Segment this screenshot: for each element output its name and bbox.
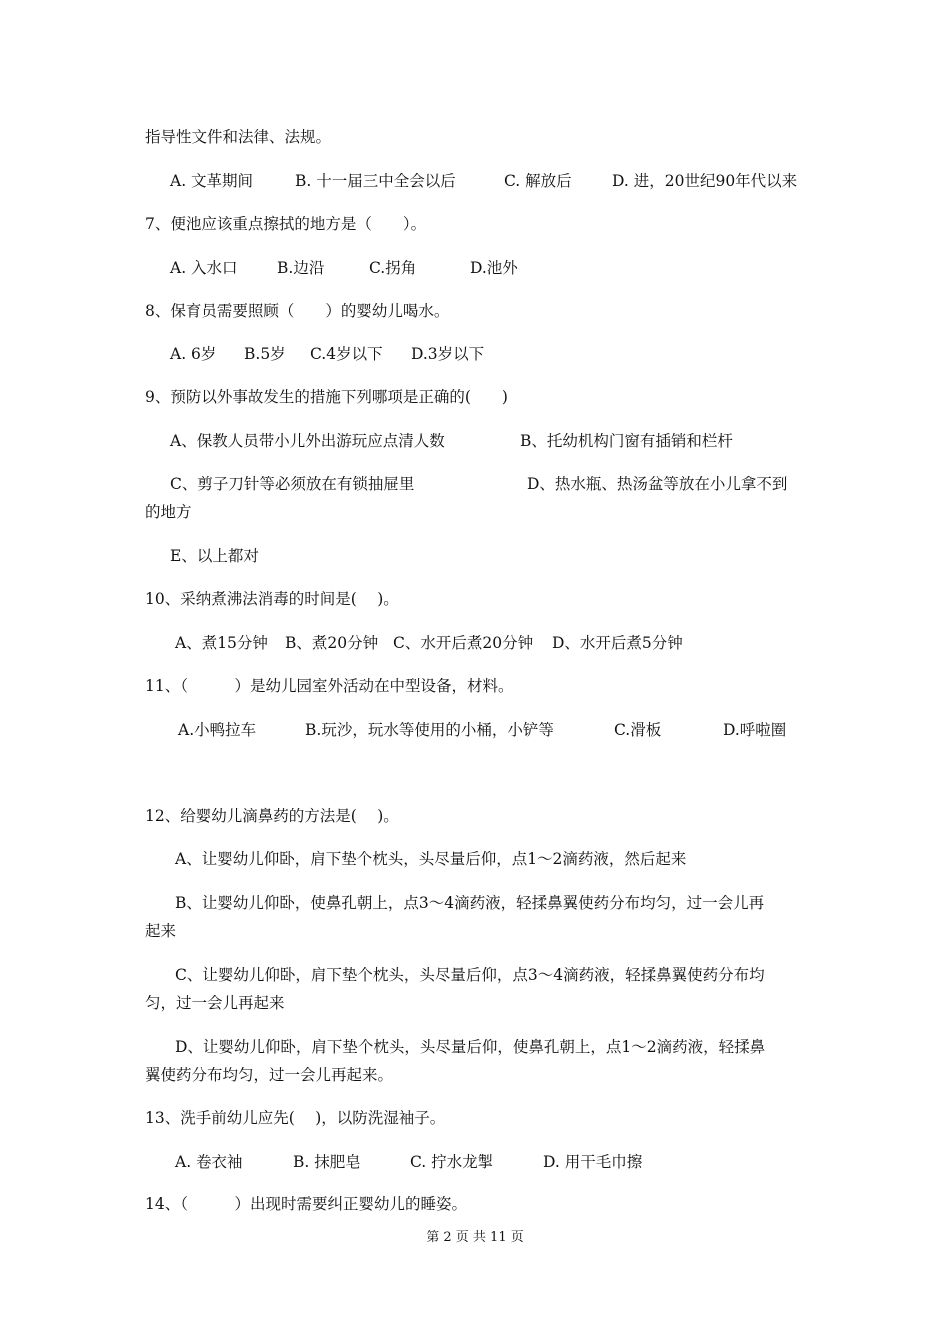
q9-option-d: D、热水瓶、热汤盆等放在小儿拿不到 bbox=[527, 475, 788, 493]
q10-option-d: D、水开后煮5分钟 bbox=[552, 634, 683, 652]
q6-option-a: A. 文革期间 bbox=[170, 172, 254, 190]
q9-option-a: A、保教人员带小儿外出游玩应点清人数 bbox=[170, 432, 445, 450]
q11-option-c: C.滑板 bbox=[614, 721, 662, 739]
q7-option-b: B.边沿 bbox=[277, 259, 325, 277]
q10-stem: 10、采纳煮沸法消毒的时间是( )。 bbox=[145, 590, 399, 608]
q9-stem: 9、预防以外事故发生的措施下列哪项是正确的( ) bbox=[145, 388, 508, 406]
q12-option-c-cont: 匀，过一会儿再起来 bbox=[145, 994, 285, 1012]
q11-option-d: D.呼啦圈 bbox=[723, 721, 787, 739]
q13-option-c: C. 拧水龙掣 bbox=[410, 1153, 494, 1171]
intro-line: 指导性文件和法律、法规。 bbox=[145, 128, 332, 146]
q8-option-a: A. 6岁 bbox=[170, 345, 217, 363]
q10-option-c: C、水开后煮20分钟 bbox=[393, 634, 534, 652]
q9-option-b: B、托幼机构门窗有插销和栏杆 bbox=[520, 432, 733, 450]
q13-stem: 13、洗手前幼儿应先( )，以防洗湿袖子。 bbox=[145, 1109, 446, 1127]
q10-option-a: A、煮15分钟 bbox=[175, 634, 268, 652]
q12-option-c: C、让婴幼儿仰卧，肩下垫个枕头，头尽量后仰，点3～4滴药液，轻揉鼻翼使药分布均 bbox=[175, 966, 765, 984]
q9-option-c: C、剪子刀针等必须放在有锁抽屉里 bbox=[170, 475, 415, 493]
q9-option-e: E、以上都对 bbox=[170, 547, 259, 565]
q7-option-d: D.池外 bbox=[470, 259, 518, 277]
q7-option-a: A. 入水口 bbox=[170, 259, 238, 277]
q6-option-c: C. 解放后 bbox=[504, 172, 572, 190]
q8-option-b: B.5岁 bbox=[244, 345, 286, 363]
q12-option-b: B、让婴幼儿仰卧，使鼻孔朝上，点3～4滴药液，轻揉鼻翼使药分布均匀，过一会儿再 bbox=[175, 894, 765, 912]
page-footer: 第 2 页 共 11 页 bbox=[426, 1230, 524, 1245]
q13-option-d: D. 用干毛巾擦 bbox=[543, 1153, 643, 1171]
q8-stem: 8、保育员需要照顾（ ）的婴幼儿喝水。 bbox=[145, 302, 450, 320]
q11-stem: 11、（ ）是幼儿园室外活动在中型设备，材料。 bbox=[145, 677, 514, 695]
q6-option-d: D. 进，20世纪90年代以来 bbox=[612, 172, 798, 190]
q9-option-d-cont: 的地方 bbox=[145, 503, 192, 521]
q8-option-c: C.4岁以下 bbox=[310, 345, 383, 363]
q12-stem: 12、给婴幼儿滴鼻药的方法是( )。 bbox=[145, 807, 399, 825]
q11-option-a: A.小鸭拉车 bbox=[178, 721, 257, 739]
q12-option-b-cont: 起来 bbox=[145, 922, 177, 940]
q13-option-a: A. 卷衣袖 bbox=[175, 1153, 243, 1171]
q12-option-a: A、让婴幼儿仰卧，肩下垫个枕头，头尽量后仰，点1～2滴药液，然后起来 bbox=[175, 850, 687, 868]
q8-option-d: D.3岁以下 bbox=[411, 345, 485, 363]
q13-option-b: B. 抹肥皂 bbox=[293, 1153, 361, 1171]
q14-stem: 14、（ ）出现时需要纠正婴幼儿的睡姿。 bbox=[145, 1195, 467, 1213]
q12-option-d: D、让婴幼儿仰卧，肩下垫个枕头，头尽量后仰，使鼻孔朝上，点1～2滴药液，轻揉鼻 bbox=[175, 1038, 766, 1056]
q12-option-d-cont: 翼使药分布均匀，过一会儿再起来。 bbox=[145, 1066, 394, 1084]
q6-option-b: B. 十一届三中全会以后 bbox=[295, 172, 456, 190]
q10-option-b: B、煮20分钟 bbox=[285, 634, 379, 652]
q7-stem: 7、便池应该重点擦拭的地方是（ ）。 bbox=[145, 215, 427, 233]
q7-option-c: C.拐角 bbox=[369, 259, 417, 277]
q11-option-b: B.玩沙，玩水等使用的小桶，小铲等 bbox=[305, 721, 554, 739]
